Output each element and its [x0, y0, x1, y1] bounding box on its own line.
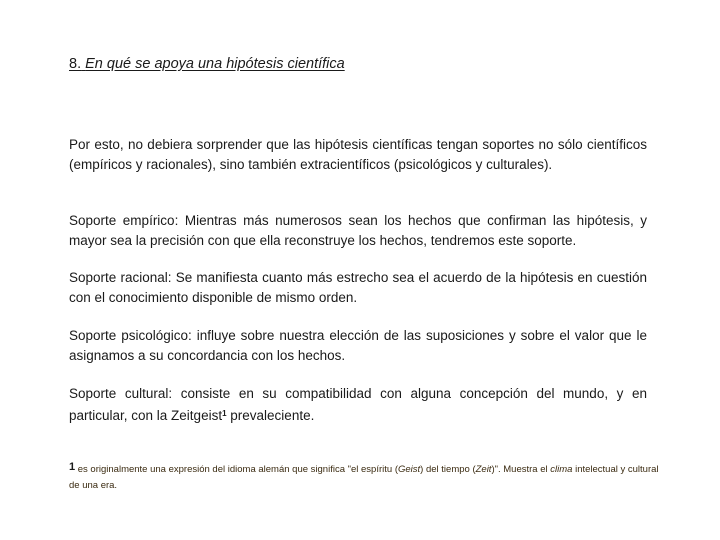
- footnote-text-4: intelectual y cultural de una era.: [69, 464, 659, 491]
- footnote-text-2: ) del tiempo (: [420, 464, 476, 475]
- support-cultural-text-end: prevaleciente.: [226, 408, 315, 423]
- support-rational-text: Se manifiesta cuanto más estrecho sea el acuerdo de la hipótesis en cuestión con el conocimiento disponible de mismo orden.: [69, 270, 648, 305]
- support-psychological: [69, 326, 647, 366]
- footnote: [69, 459, 659, 494]
- footnote-term-clima: clima: [550, 464, 573, 475]
- support-rational: [69, 268, 647, 308]
- support-cultural-text: consiste en su compatibilidad con alguna concepción del mundo, y en particular, con la Zeitgeist: [69, 386, 647, 423]
- support-rational-label: Soporte racional:: [69, 270, 172, 285]
- support-empirical-label: Soporte empírico:: [69, 213, 179, 228]
- support-empirical-text: Mientras más numerosos sean los hechos que confirman las hipótesis, y mayor sea la precisión con que ella reconstruye los hechos, tendremos este soporte.: [69, 213, 647, 248]
- support-cultural-label: Soporte cultural:: [69, 386, 173, 401]
- section-number: 8.: [69, 56, 82, 72]
- section-title: [69, 56, 659, 72]
- footnote-term-zeit: Zeit: [475, 464, 492, 475]
- section-title-text: En qué se apoya una hipótesis científica: [85, 56, 345, 72]
- support-empirical: [69, 211, 647, 251]
- support-psychological-label: Soporte psicológico:: [69, 328, 192, 343]
- footnote-text-1: es originalmente una expresión del idioma alemán que significa "el espíritu (: [75, 464, 398, 475]
- intro-paragraph: Por esto, no debiera sorprender que las hipótesis científicas tengan soportes no sólo científicos (empíricos y racionales), sino también extracientíficos (psicológicos y culturales).: [69, 137, 647, 172]
- footnote-term-geist: Geist: [397, 464, 421, 475]
- footnote-reference[interactable]: 1: [222, 409, 227, 418]
- footnote-marker: 1: [69, 461, 76, 473]
- support-cultural: [69, 384, 647, 426]
- support-psychological-text: influye sobre nuestra elección de las suposiciones y sobre el valor que le asignamos a su concordancia con los hechos.: [69, 328, 647, 363]
- footnote-text-3: )". Muestra el: [491, 464, 551, 475]
